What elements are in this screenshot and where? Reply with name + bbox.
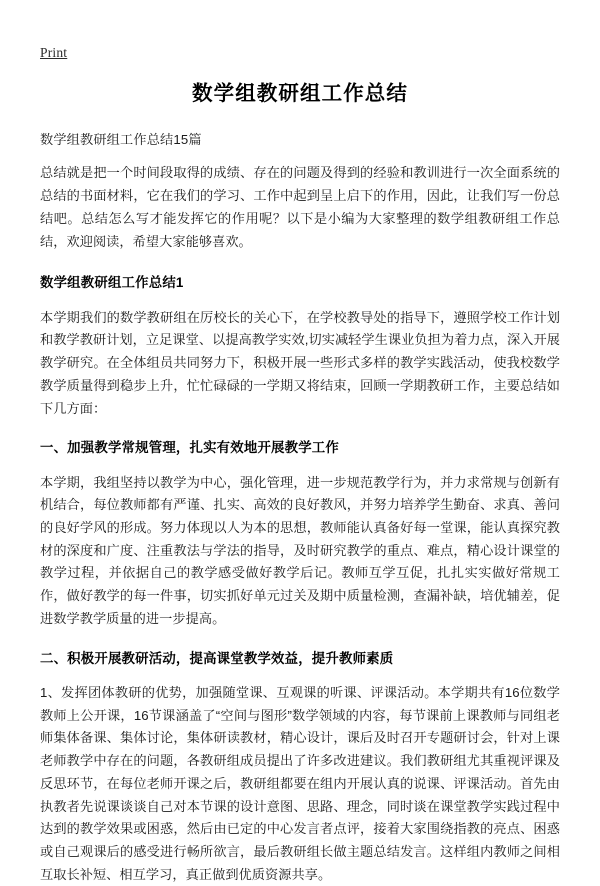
print-button[interactable]: Print	[40, 45, 68, 60]
section-body-1: 本学期，我组坚持以教学为中心，强化管理，进一步规范教学行为，并力求常规与创新有机结合，每位教师都有严谨、扎实、高效的良好教风，并努力培养学生勤奋、求真、善问的良好学风的形成。努力体现以人为本的思想，教师能认真备好每一堂课，能认真探究教材的深度和广度、注重教法与学法的指导，及时研究教学的重点、难点，精心设计课堂的教学过程，并依据自己的教学感受做好教学后记。教师互学互促，扎扎实实做好常规工作，做好教学的每一件事，切实抓好单元过关及期中质量检测，查漏补缺，培优辅差，促进数学教学质量的进一步提高。	[40, 474, 560, 626]
section-body-2: 1、发挥团体教研的优势，加强随堂课、互观课的听课、评课活动。本学期共有16位数学教师上公开课，16节课涵盖了“空间与图形”数学领域的内容，每节课前上课教师与同组老师集体备课、集体讨论，集体研读教材，精心设计，课后及时召开专题研讨会，针对上课老师教学中存在的问题，各教研组成员提出了许多改进建议。我们教研组尤其重视评课及反思环节，在每位老师开课之后，教研组都要在组内开展认真的说课、评课活动。首先由执教者先说课谈谈自己对本节课的设计意图、思路、理念，同时谈在课堂教学实践过程中达到的教学效果或困惑，然后由已定的中心发言者点评，接着大家围绕指教的亮点、困惑或自己观课后的感受进行畅所欲言，最后教研组长做主题总结发言。这样组内教师之间相互取长补短、相互学习，真正做到优质资源共享。	[40, 685, 560, 882]
section-heading-0: 数学组教研组工作总结1	[40, 275, 184, 291]
section-heading-2: 二、积极开展教研活动，提高课堂教学效益，提升教师素质	[40, 650, 394, 666]
section-heading-1: 一、加强教学常规管理，扎实有效地开展教学工作	[40, 440, 339, 456]
page-title: 数学组教研组工作总结	[192, 82, 408, 105]
document-subtitle: 数学组教研组工作总结15篇	[40, 131, 202, 147]
section-body-0: 本学期我们的数学教研组在厉校长的关心下，在学校教导处的指导下，遵照学校工作计划和教学教研计划，立足课堂、以提高教学实效,切实减轻学生课业负担为着力点，深入开展教学研究。在全体组员共同努力下，积极开展一些形式多样的教学实践活动，使我校数学教学质量得到稳步上升，忙忙碌碌的一学期又将结束，回顾一学期教研工作，主要总结如下几方面：	[40, 309, 560, 416]
document-content	[0, 80, 600, 886]
intro-paragraph: 总结就是把一个时间段取得的成绩、存在的问题及得到的经验和教训进行一次全面系统的总结的书面材料，它在我们的学习、工作中起到呈上启下的作用，因此，让我们写一份总结吧。总结怎么写才能发挥它的作用呢？以下是小编为大家整理的数学组教研组工作总结，欢迎阅读，希望大家能够喜欢。	[40, 165, 560, 249]
print-toolbar	[0, 0, 600, 62]
